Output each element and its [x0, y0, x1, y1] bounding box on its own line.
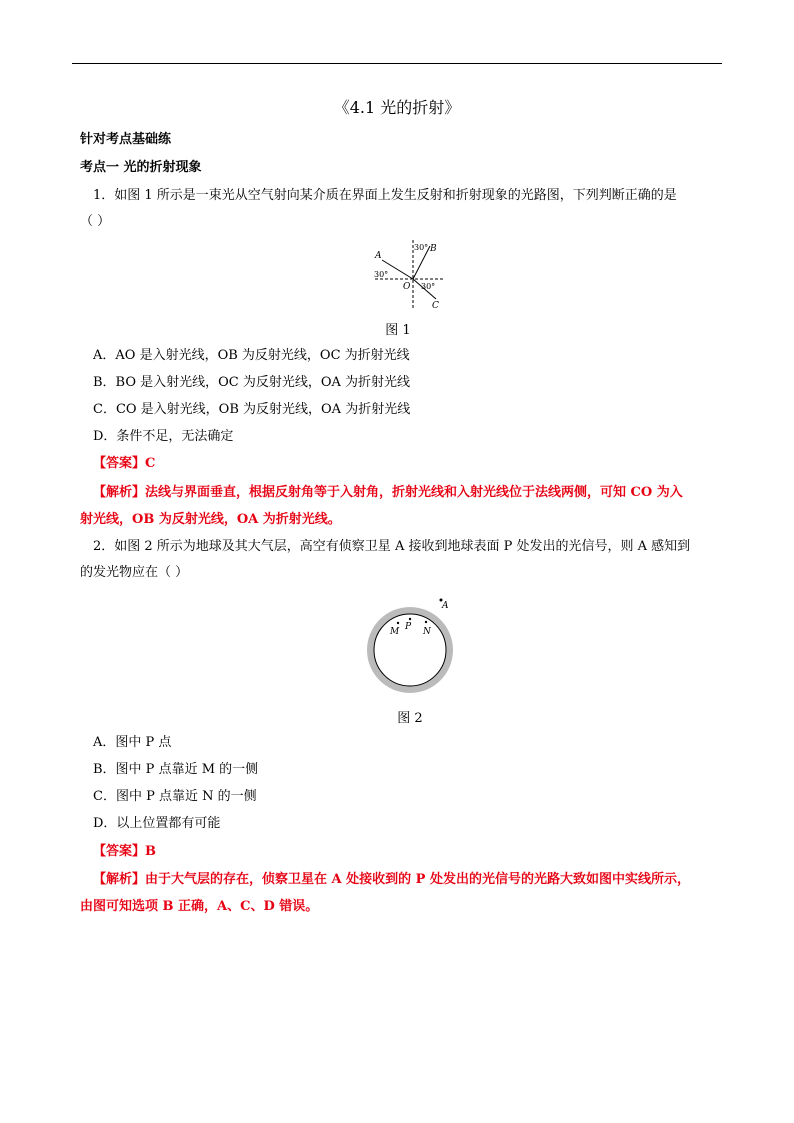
q2-stem-line1: 2．如图 2 所示为地球及其大气层，高空有侦察卫星 A 接收到地球表面 P 处发出的光信号，则 A 感知到	[93, 539, 691, 554]
q2-analysis-line2: 由图可知选项 B 正确，A、C、D 错误。	[80, 899, 319, 914]
fig1-label-b: B	[430, 244, 437, 254]
q2-answer: 【答案】B	[93, 844, 156, 859]
q1-option-b: B．BO 是入射光线，OC 为反射光线，OA 为折射光线	[93, 375, 411, 390]
point-p-dot	[409, 618, 411, 620]
page-title: 《4.1 光的折射》	[333, 98, 461, 117]
point-n-dot	[425, 621, 427, 623]
figure-1-caption: 图 1	[385, 323, 411, 338]
q1-stem-line2: （ ）	[80, 214, 111, 229]
fig1-label-a: A	[375, 251, 382, 261]
fig2-label-p: P	[405, 622, 412, 632]
q2-option-c: C．图中 P 点靠近 N 的一侧	[93, 789, 257, 804]
fig1-label-c: C	[432, 301, 439, 311]
q2-option-a: A．图中 P 点	[93, 735, 172, 750]
fig1-label-o: O	[403, 282, 411, 292]
q2-option-d: D．以上位置都有可能	[93, 816, 221, 831]
fig1-angle-top: 30°	[414, 243, 429, 252]
fig2-label-n: N	[423, 627, 431, 637]
point-m-dot	[397, 622, 399, 624]
fig2-label-m: M	[390, 627, 400, 637]
q1-option-d: D．条件不足，无法确定	[93, 429, 234, 444]
q2-analysis-line1: 【解析】由于大气层的存在，侦察卫星在 A 处接收到的 P 处发出的光信号的光路大致如图中实线所示，	[93, 872, 690, 887]
q2-option-b: B．图中 P 点靠近 M 的一侧	[93, 762, 259, 777]
q1-analysis-line2: 射光线，OB 为反射光线，OA 为折射光线。	[80, 512, 341, 527]
q1-option-a: A．AO 是入射光线，OB 为反射光线，OC 为折射光线	[93, 348, 410, 363]
fig1-angle-left: 30°	[374, 270, 389, 279]
figure-2-earth-atmosphere	[360, 592, 460, 700]
figure-1-light-path	[370, 238, 450, 313]
q1-option-c: C．CO 是入射光线，OB 为反射光线，OA 为折射光线	[93, 402, 411, 417]
topic-heading: 考点一 光的折射现象	[80, 160, 202, 175]
q1-analysis-line1: 【解析】法线与界面垂直，根据反射角等于入射角，折射光线和入射光线位于法线两侧，可知 CO 为入	[93, 485, 683, 500]
q1-stem-line1: 1．如图 1 所示是一束光从空气射向某介质在界面上发生反射和折射现象的光路图，下列判断正确的是	[93, 188, 677, 203]
figure-2-caption: 图 2	[397, 711, 423, 726]
q2-stem-line2: 的发光物应在（ ）	[80, 565, 189, 580]
fig2-label-a: A	[442, 601, 449, 611]
q1-answer: 【答案】C	[93, 456, 156, 471]
section-heading: 针对考点基础练	[80, 132, 172, 147]
header-rule	[72, 63, 722, 64]
fig1-angle-bottom: 30°	[421, 282, 436, 291]
